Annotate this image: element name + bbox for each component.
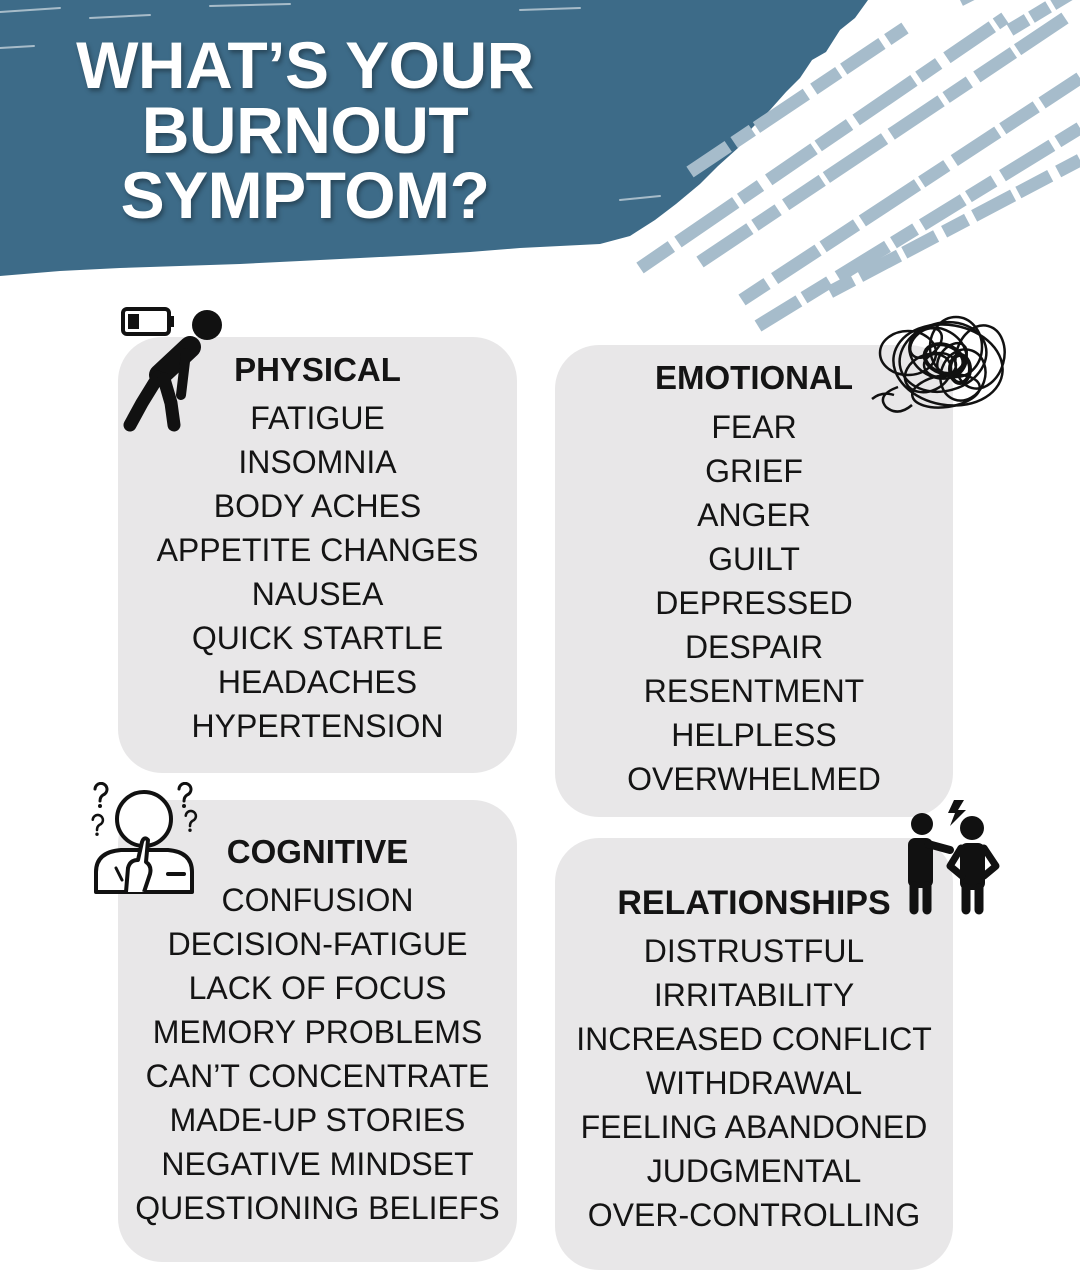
card-title-relationships: RELATIONSHIPS <box>617 884 891 922</box>
card-title-cognitive: COGNITIVE <box>226 833 409 870</box>
symptom-item: NEGATIVE MINDSET <box>161 1146 474 1182</box>
symptom-list-emotional <box>535 405 973 801</box>
symptom-item: CAN’T CONCENTRATE <box>145 1058 490 1094</box>
title-line: WHAT’S YOUR <box>76 28 534 102</box>
symptom-item: WITHDRAWAL <box>645 1065 863 1101</box>
card-title-physical: PHYSICAL <box>234 351 401 388</box>
symptom-item: MADE-UP STORIES <box>169 1102 466 1138</box>
card-relationships <box>555 838 953 1270</box>
symptom-item: FATIGUE <box>250 400 385 436</box>
symptom-item: ANGER <box>697 497 811 533</box>
symptom-item: QUICK STARTLE <box>191 620 444 656</box>
symptom-item: OVERWHELMED <box>627 761 881 797</box>
symptom-item: APPETITE CHANGES <box>156 532 479 568</box>
symptom-item: MEMORY PROBLEMS <box>152 1014 483 1050</box>
symptom-item: JUDGMENTAL <box>646 1153 862 1189</box>
arguing-people-icon <box>900 798 1006 916</box>
tired-person-low-battery-icon <box>118 303 228 433</box>
tangled-scribble-icon <box>868 295 1020 431</box>
page-title <box>0 28 610 232</box>
symptom-item: CONFUSION <box>221 882 414 918</box>
symptom-item: QUESTIONING BELIEFS <box>135 1190 500 1226</box>
symptom-item: HELPLESS <box>671 717 837 753</box>
symptom-item: DECISION-FATIGUE <box>167 926 468 962</box>
title-line: BURNOUT <box>141 93 469 167</box>
symptom-item: INCREASED CONFLICT <box>576 1021 932 1057</box>
symptom-item: HEADACHES <box>217 664 418 700</box>
symptom-item: LACK OF FOCUS <box>188 970 447 1006</box>
symptom-item: DISTRUSTFUL <box>643 933 865 969</box>
symptom-list-cognitive <box>98 878 537 1230</box>
symptom-item: FEAR <box>711 409 797 445</box>
symptom-item: OVER-CONTROLLING <box>587 1197 921 1233</box>
symptom-item: DEPRESSED <box>655 585 853 621</box>
card-title-emotional: EMOTIONAL <box>655 359 853 396</box>
symptom-item: RESENTMENT <box>643 673 865 709</box>
symptom-item: FEELING ABANDONED <box>580 1109 928 1145</box>
symptom-item: INSOMNIA <box>238 444 397 480</box>
symptom-item: NAUSEA <box>251 576 384 612</box>
symptom-item: DESPAIR <box>684 629 824 665</box>
symptom-list-physical <box>98 396 537 748</box>
confused-person-question-marks-icon <box>86 782 204 898</box>
symptom-item: BODY ACHES <box>213 488 422 524</box>
symptom-list-relationships <box>535 929 973 1237</box>
symptom-item: GRIEF <box>705 453 803 489</box>
symptom-item: IRRITABILITY <box>653 977 855 1013</box>
symptom-item: HYPERTENSION <box>191 708 444 744</box>
title-line: SYMPTOM? <box>120 158 490 232</box>
symptom-item: GUILT <box>708 541 800 577</box>
